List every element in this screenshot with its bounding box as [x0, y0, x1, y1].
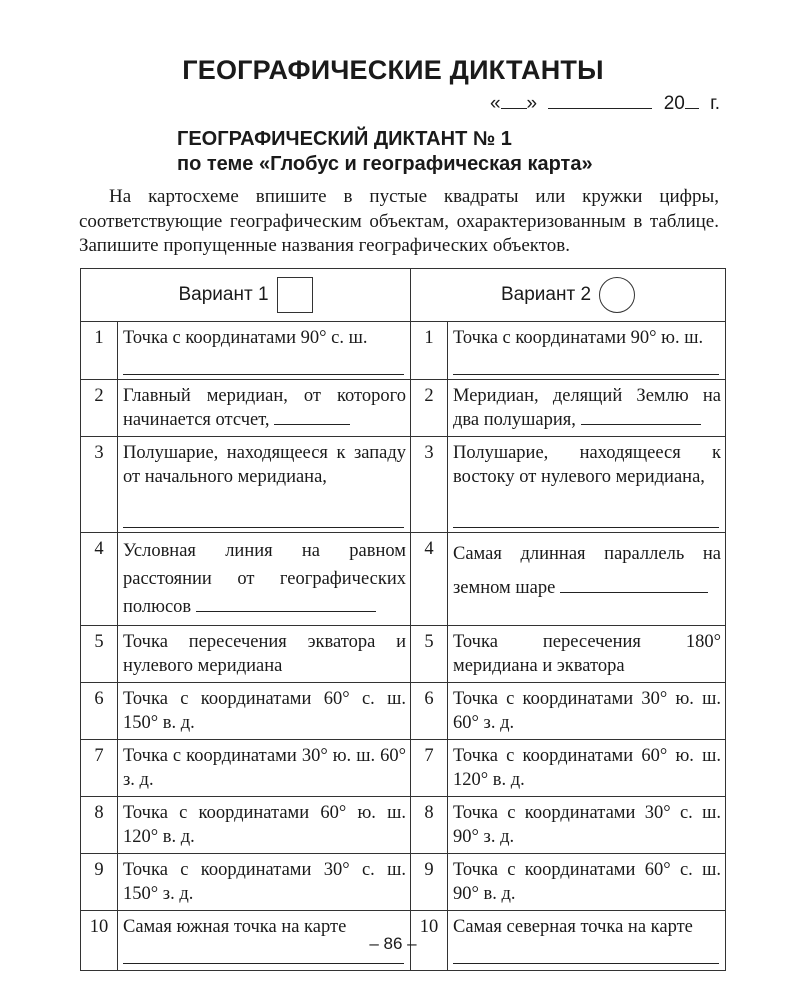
- row-number: 6: [411, 683, 448, 740]
- row-text-content: Самая северная точка на карте: [453, 917, 693, 937]
- row-number: 10: [81, 911, 118, 971]
- row-text-content: Меридиан, делящий Землю на два полушария,: [453, 386, 721, 430]
- table-row: [81, 740, 726, 797]
- row-number: 2: [411, 380, 448, 437]
- row-text-content: Самая южная точка на карте: [123, 917, 347, 937]
- answer-line[interactable]: [123, 352, 404, 375]
- year-suffix: г.: [710, 93, 720, 114]
- page-number: – 86 –: [369, 934, 417, 953]
- variant-2-label: Вариант 2: [500, 284, 592, 305]
- table-row: [81, 683, 726, 740]
- row-text: Точка пересечения экватора и нулевого меридиана: [118, 626, 411, 683]
- row-number: 8: [81, 797, 118, 854]
- dictation-title: ГЕОГРАФИЧЕСКИЙ ДИКТАНТ № 1: [177, 128, 512, 150]
- table-row: [81, 533, 726, 626]
- date-line: [490, 92, 720, 115]
- row-number: 3: [411, 437, 448, 533]
- answer-line[interactable]: [581, 410, 701, 425]
- answer-line[interactable]: [274, 410, 350, 425]
- row-number: 4: [81, 533, 118, 626]
- dictation-table: [80, 268, 726, 971]
- row-text-content: Полушарие, находящееся к западу от начального меридиана,: [123, 443, 406, 487]
- row-number: 8: [411, 797, 448, 854]
- answer-line[interactable]: [196, 597, 376, 612]
- row-number: 1: [411, 322, 448, 380]
- row-number: 1: [81, 322, 118, 380]
- answer-line[interactable]: [453, 352, 719, 375]
- row-text: [118, 322, 411, 380]
- variant-1-answer-square[interactable]: [277, 277, 313, 313]
- row-number: 2: [81, 380, 118, 437]
- row-number: 9: [81, 854, 118, 911]
- row-text: Точка с координатами 30° с. ш. 150° з. д.: [118, 854, 411, 911]
- row-number: 3: [81, 437, 118, 533]
- table-row: [81, 380, 726, 437]
- variant-2-answer-circle[interactable]: [599, 277, 635, 313]
- instructions: [79, 185, 719, 259]
- row-number: 10: [411, 911, 448, 971]
- table-row: [81, 797, 726, 854]
- month-blank: [548, 92, 652, 109]
- row-text-content: Условная линия на равном расстоянии от географических полюсов: [123, 541, 406, 617]
- answer-line[interactable]: [560, 578, 708, 593]
- variant-1-header: [81, 269, 411, 322]
- dictation-topic: по теме «Глобус и географическая карта»: [177, 153, 593, 175]
- year-prefix: 20: [663, 93, 685, 114]
- year-blank: [685, 92, 699, 109]
- answer-line[interactable]: [453, 505, 719, 528]
- row-text: [448, 533, 726, 626]
- row-number: 5: [411, 626, 448, 683]
- day-blank: [501, 92, 527, 109]
- table-row: [81, 626, 726, 683]
- variant-2-header: [411, 269, 726, 322]
- table-row: [81, 437, 726, 533]
- row-text: Точка с координатами 30° с. ш. 90° з. д.: [448, 797, 726, 854]
- row-text-content: Точка с координатами 90° ю. ш.: [453, 328, 704, 348]
- row-text-content: Самая длинная параллель на земном шаре: [453, 544, 721, 598]
- variant-1-label: Вариант 1: [178, 284, 269, 305]
- row-text-content: Точка с координатами 90° с. ш.: [123, 328, 368, 348]
- row-text: [118, 533, 411, 626]
- date-close-quote: »: [526, 93, 538, 114]
- table-row: [81, 322, 726, 380]
- row-text: Точка с координатами 60° ю. ш. 120° в. д.: [118, 797, 411, 854]
- row-text: Точка с координатами 60° с. ш. 90° в. д.: [448, 854, 726, 911]
- row-number: 7: [81, 740, 118, 797]
- instructions-text: На картосхеме впишите в пустые квадраты или кружки цифры, соответствующие географическим объектам, охарактеризованным в таблице. Запишите пропущенные названия географических объектов.: [79, 186, 719, 256]
- row-text-content: Полушарие, находящееся к востоку от нулевого меридиана,: [453, 443, 721, 487]
- row-number: 9: [411, 854, 448, 911]
- row-text: Точка с координатами 60° ю. ш. 120° в. д.: [448, 740, 726, 797]
- row-text: Точка с координатами 30° ю. ш. 60° з. д.: [118, 740, 411, 797]
- row-text: [448, 437, 726, 533]
- row-text: Точка пересечения 180° меридиана и экватора: [448, 626, 726, 683]
- table-row: [81, 854, 726, 911]
- row-text: [448, 380, 726, 437]
- row-text: Точка с координатами 60° с. ш. 150° в. д.: [118, 683, 411, 740]
- row-number: 6: [81, 683, 118, 740]
- row-number: 7: [411, 740, 448, 797]
- answer-line[interactable]: [123, 505, 404, 528]
- row-text: [448, 322, 726, 380]
- row-number: 5: [81, 626, 118, 683]
- row-text-content: Главный меридиан, от которого начинается отсчет,: [123, 386, 406, 430]
- date-open-quote: «: [489, 93, 501, 114]
- row-text: [118, 380, 411, 437]
- row-text: Точка с координатами 30° ю. ш. 60° з. д.: [448, 683, 726, 740]
- page-title: ГЕОГРАФИЧЕСКИЕ ДИКТАНТЫ: [182, 55, 604, 85]
- table-header-row: [81, 269, 726, 322]
- row-number: 4: [411, 533, 448, 626]
- row-text: [118, 437, 411, 533]
